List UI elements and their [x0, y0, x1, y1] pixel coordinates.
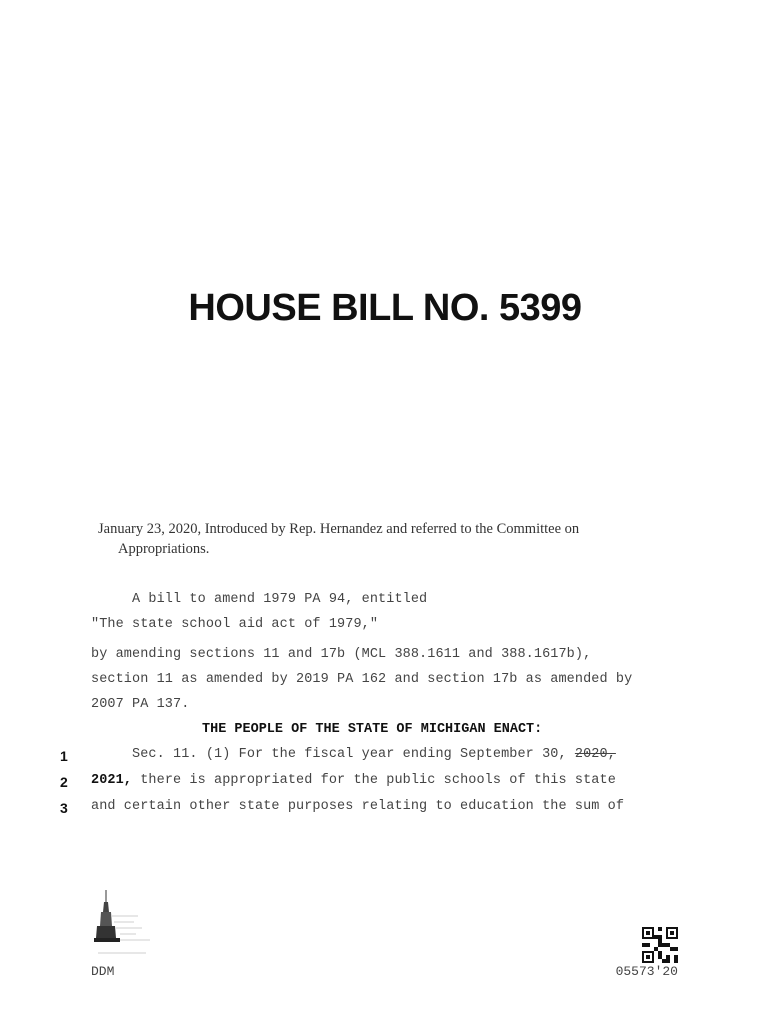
introduction	[98, 519, 664, 559]
enacting-clause: THE PEOPLE OF THE STATE OF MICHIGAN ENACT:	[202, 722, 543, 737]
preamble-line: section 11 as amended by 2019 PA 162 and section 17b as amended by	[91, 672, 633, 687]
struck-text: 2020,	[574, 747, 616, 762]
preamble-line: by amending sections 11 and 17b (MCL 388.1611 and 388.1617b),	[91, 647, 592, 662]
body-line: and certain other state purposes relating to education the sum of	[91, 799, 625, 814]
footer-code-left: DDM	[91, 964, 115, 979]
preamble-line: A bill to amend 1979 PA 94, entitled	[91, 592, 428, 607]
line-number: 1	[60, 748, 68, 764]
line-number: 3	[60, 800, 68, 816]
body-text: there is appropriated for the public schools of this state	[132, 773, 616, 788]
body-line	[91, 773, 616, 788]
preamble-line: "The state school aid act of 1979,"	[91, 617, 379, 632]
footer-code-right: 05573'20	[615, 964, 678, 979]
body-line	[91, 747, 616, 762]
inserted-text: 2021,	[91, 773, 133, 788]
introduction-line-1: January 23, 2020, Introduced by Rep. Hernandez and referred to the Committee on	[98, 521, 580, 537]
capitol-seal-icon	[90, 888, 160, 960]
preamble-line: 2007 PA 137.	[91, 697, 190, 712]
bill-title: HOUSE BILL NO. 5399	[188, 287, 582, 329]
introduction-line-2: Appropriations.	[118, 541, 210, 557]
line-number: 2	[60, 774, 68, 790]
body-text: Sec. 11. (1) For the fiscal year ending September 30,	[91, 747, 575, 762]
qr-code-icon	[642, 927, 678, 963]
